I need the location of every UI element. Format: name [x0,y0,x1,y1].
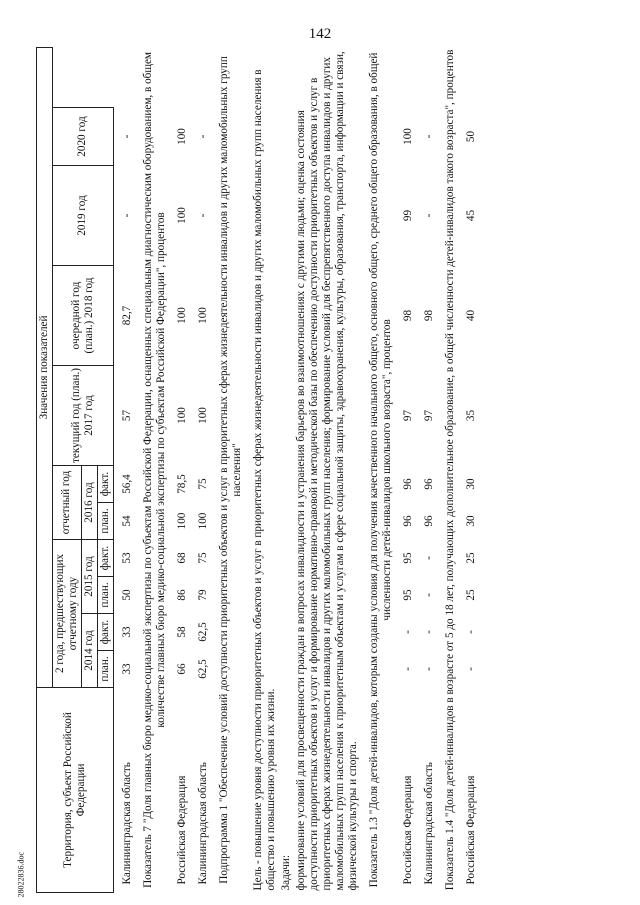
header-2014: 2014 год [81,614,97,688]
value-cell: - [422,667,435,671]
value-cell: 30 [464,478,477,490]
table-row [401,47,416,892]
subprogram-goal: Цель - повышение уровня доступности приоритетных объектов и услуг в приоритетных сферах жизнедеятельности инвалидов и других маломобильных групп населения в общество и повышению уровня их жизни. [251,69,277,891]
value-cell: - [422,593,435,597]
value-cell: 98 [401,309,414,322]
value-cell: 100 [175,207,188,224]
header-2015: 2015 год [81,540,97,614]
table-row [422,47,437,892]
indicator-heading [367,47,395,892]
value-cell: 82,7 [120,305,133,326]
value-cell: 100 [175,128,188,145]
row-territory: Российская Федерация [464,775,477,885]
value-cell: - [401,667,414,671]
tasks-text: формирование условий для просвещенности граждан в вопросах инвалидности и устранения барьеров во взаимоотношениях с другими людьми; оценка состояния доступности приоритетных объектов и услуг и формирование нормативно-правовой и методической базы по обеспечению доступности приоритетных объектов и услуг в приоритетных сферах жизнедеятельности инвалидов и других маломобильных групп населения; формирование условий для беспрепятственного доступа инвалидов и других маломобильных групп населения к приоритетным объектам и услугам в сфере социальной защиты, здравоохранения, культуры, образования, транспорта, информации и связи, физической культуры и спорта. [294,51,359,891]
header-plan-2014: план. [97,651,113,688]
value-cell: 56,4 [120,474,133,494]
header-values-group: Значения показателей [37,47,53,687]
subprogram-1-title: Подпрограмма 1 "Обеспечение условий доступности приоритетных объектов и услуг в приоритетных сферах жизнедеятельности инвалидов и других маломобильных групп населения" [217,56,243,884]
subprogram-heading [217,47,245,892]
indicator-heading [141,47,169,892]
value-cell: 97 [422,409,435,422]
value-cell: - [422,630,435,634]
value-cell: 100 [196,307,209,324]
value-cell: - [120,134,133,139]
value-cell: 53 [120,552,133,564]
value-cell: 95 [401,589,414,601]
value-cell: 75 [196,478,209,490]
value-cell: 100 [175,512,188,530]
value-cell: 100 [175,307,188,324]
header-fact-2015: факт. [97,540,113,577]
header-two-years: 2 года, предшествующих отчетному году [52,540,81,688]
value-cell: 62,5 [196,659,209,679]
value-cell: 95 [401,552,414,564]
value-cell: 98 [422,309,435,322]
value-cell: 25 [464,552,477,564]
value-cell: 40 [464,309,477,322]
value-cell: 96 [401,478,414,490]
value-cell: 100 [196,512,209,530]
header-report-year: отчетный год [52,466,81,540]
value-cell: 35 [464,409,477,422]
table-row [196,47,211,892]
footer-file-code: 28022836.doc [16,851,26,898]
indicator-7-title: Показатель 7 "Доля главных бюро медико-социальной экспертизы по субъектам Российской Федерации, оснащенных специальным диагностическим оборудованием, в общем количестве главных бюро медико-социальной экспертизы по субъектам Российской Федерации", процентов [141,51,167,888]
value-cell: 79 [196,589,209,601]
page-number: 142 [308,26,332,42]
header-territory: Территория, субъект Российской Федерации [37,688,114,893]
value-cell: 33 [120,663,133,675]
value-cell: - [464,667,477,671]
value-cell: - [196,213,209,218]
header-fact-2016: факт. [97,466,113,503]
value-cell: - [120,213,133,218]
value-cell: 57 [120,409,133,422]
indicator-heading [443,47,458,892]
value-cell: - [401,630,414,634]
header-plan-2016: план. [97,503,113,540]
value-cell: - [422,134,435,139]
table-row [175,47,190,892]
indicator-1-4-title: Показатель 1.4 "Доля детей-инвалидов в возрасте от 5 до 18 лет, получающих дополнительное образование, в общей численности детей-инвалидов такого возраста", процентов [443,49,456,891]
value-cell: - [464,630,477,634]
value-cell: 99 [401,209,414,222]
value-cell: 45 [464,209,477,222]
value-cell: 30 [464,515,477,527]
header-2016: 2016 год [81,466,97,540]
header-next-year: очередной год (план.) 2018 год [52,266,113,366]
value-cell: - [196,134,209,139]
table-header [37,47,114,892]
row-territory: Калининградская область [120,762,133,885]
rotated-table-page [36,48,626,893]
table-row [464,47,479,892]
value-cell: 96 [422,478,435,490]
row-territory: Калининградская область [196,762,209,885]
value-cell: 50 [464,130,477,143]
value-cell: 97 [401,409,414,422]
value-cell: 75 [196,552,209,564]
value-cell: 62,5 [196,622,209,642]
value-cell: - [422,213,435,218]
value-cell: 25 [464,589,477,601]
value-cell: 96 [401,515,414,527]
row-territory: Российская Федерация [401,775,414,885]
header-2020: 2020 год [52,108,113,166]
value-cell: 58 [175,626,188,638]
header-current-year: текущий год (план.) 2017 год [52,366,113,466]
value-cell: 68 [175,552,188,564]
header-2019: 2019 год [52,166,113,266]
value-cell: 86 [175,589,188,601]
table-row [120,47,135,892]
value-cell: 50 [120,589,133,601]
row-territory: Российская Федерация [175,775,188,885]
value-cell: 100 [196,407,209,424]
header-fact-2014: факт. [97,614,113,651]
value-cell: 100 [401,128,414,145]
tasks-label: Задачи: [279,854,292,891]
value-cell: 66 [175,663,188,675]
header-plan-2015: план. [97,577,113,614]
row-territory: Калининградская область [422,762,435,885]
value-cell: 33 [120,626,133,638]
value-cell: 100 [175,407,188,424]
indicators-table [36,47,479,893]
value-cell: 54 [120,515,133,527]
indicator-1-3-title: Показатель 1.3 "Доля детей-инвалидов, которым созданы условия для получения качественного начального общего, основного общего, среднего общего образования, в общей численности детей-инвалидов школьного возраста", процентов [367,52,393,888]
value-cell: 78,5 [175,474,188,494]
value-cell: 96 [422,515,435,527]
value-cell: - [422,556,435,560]
